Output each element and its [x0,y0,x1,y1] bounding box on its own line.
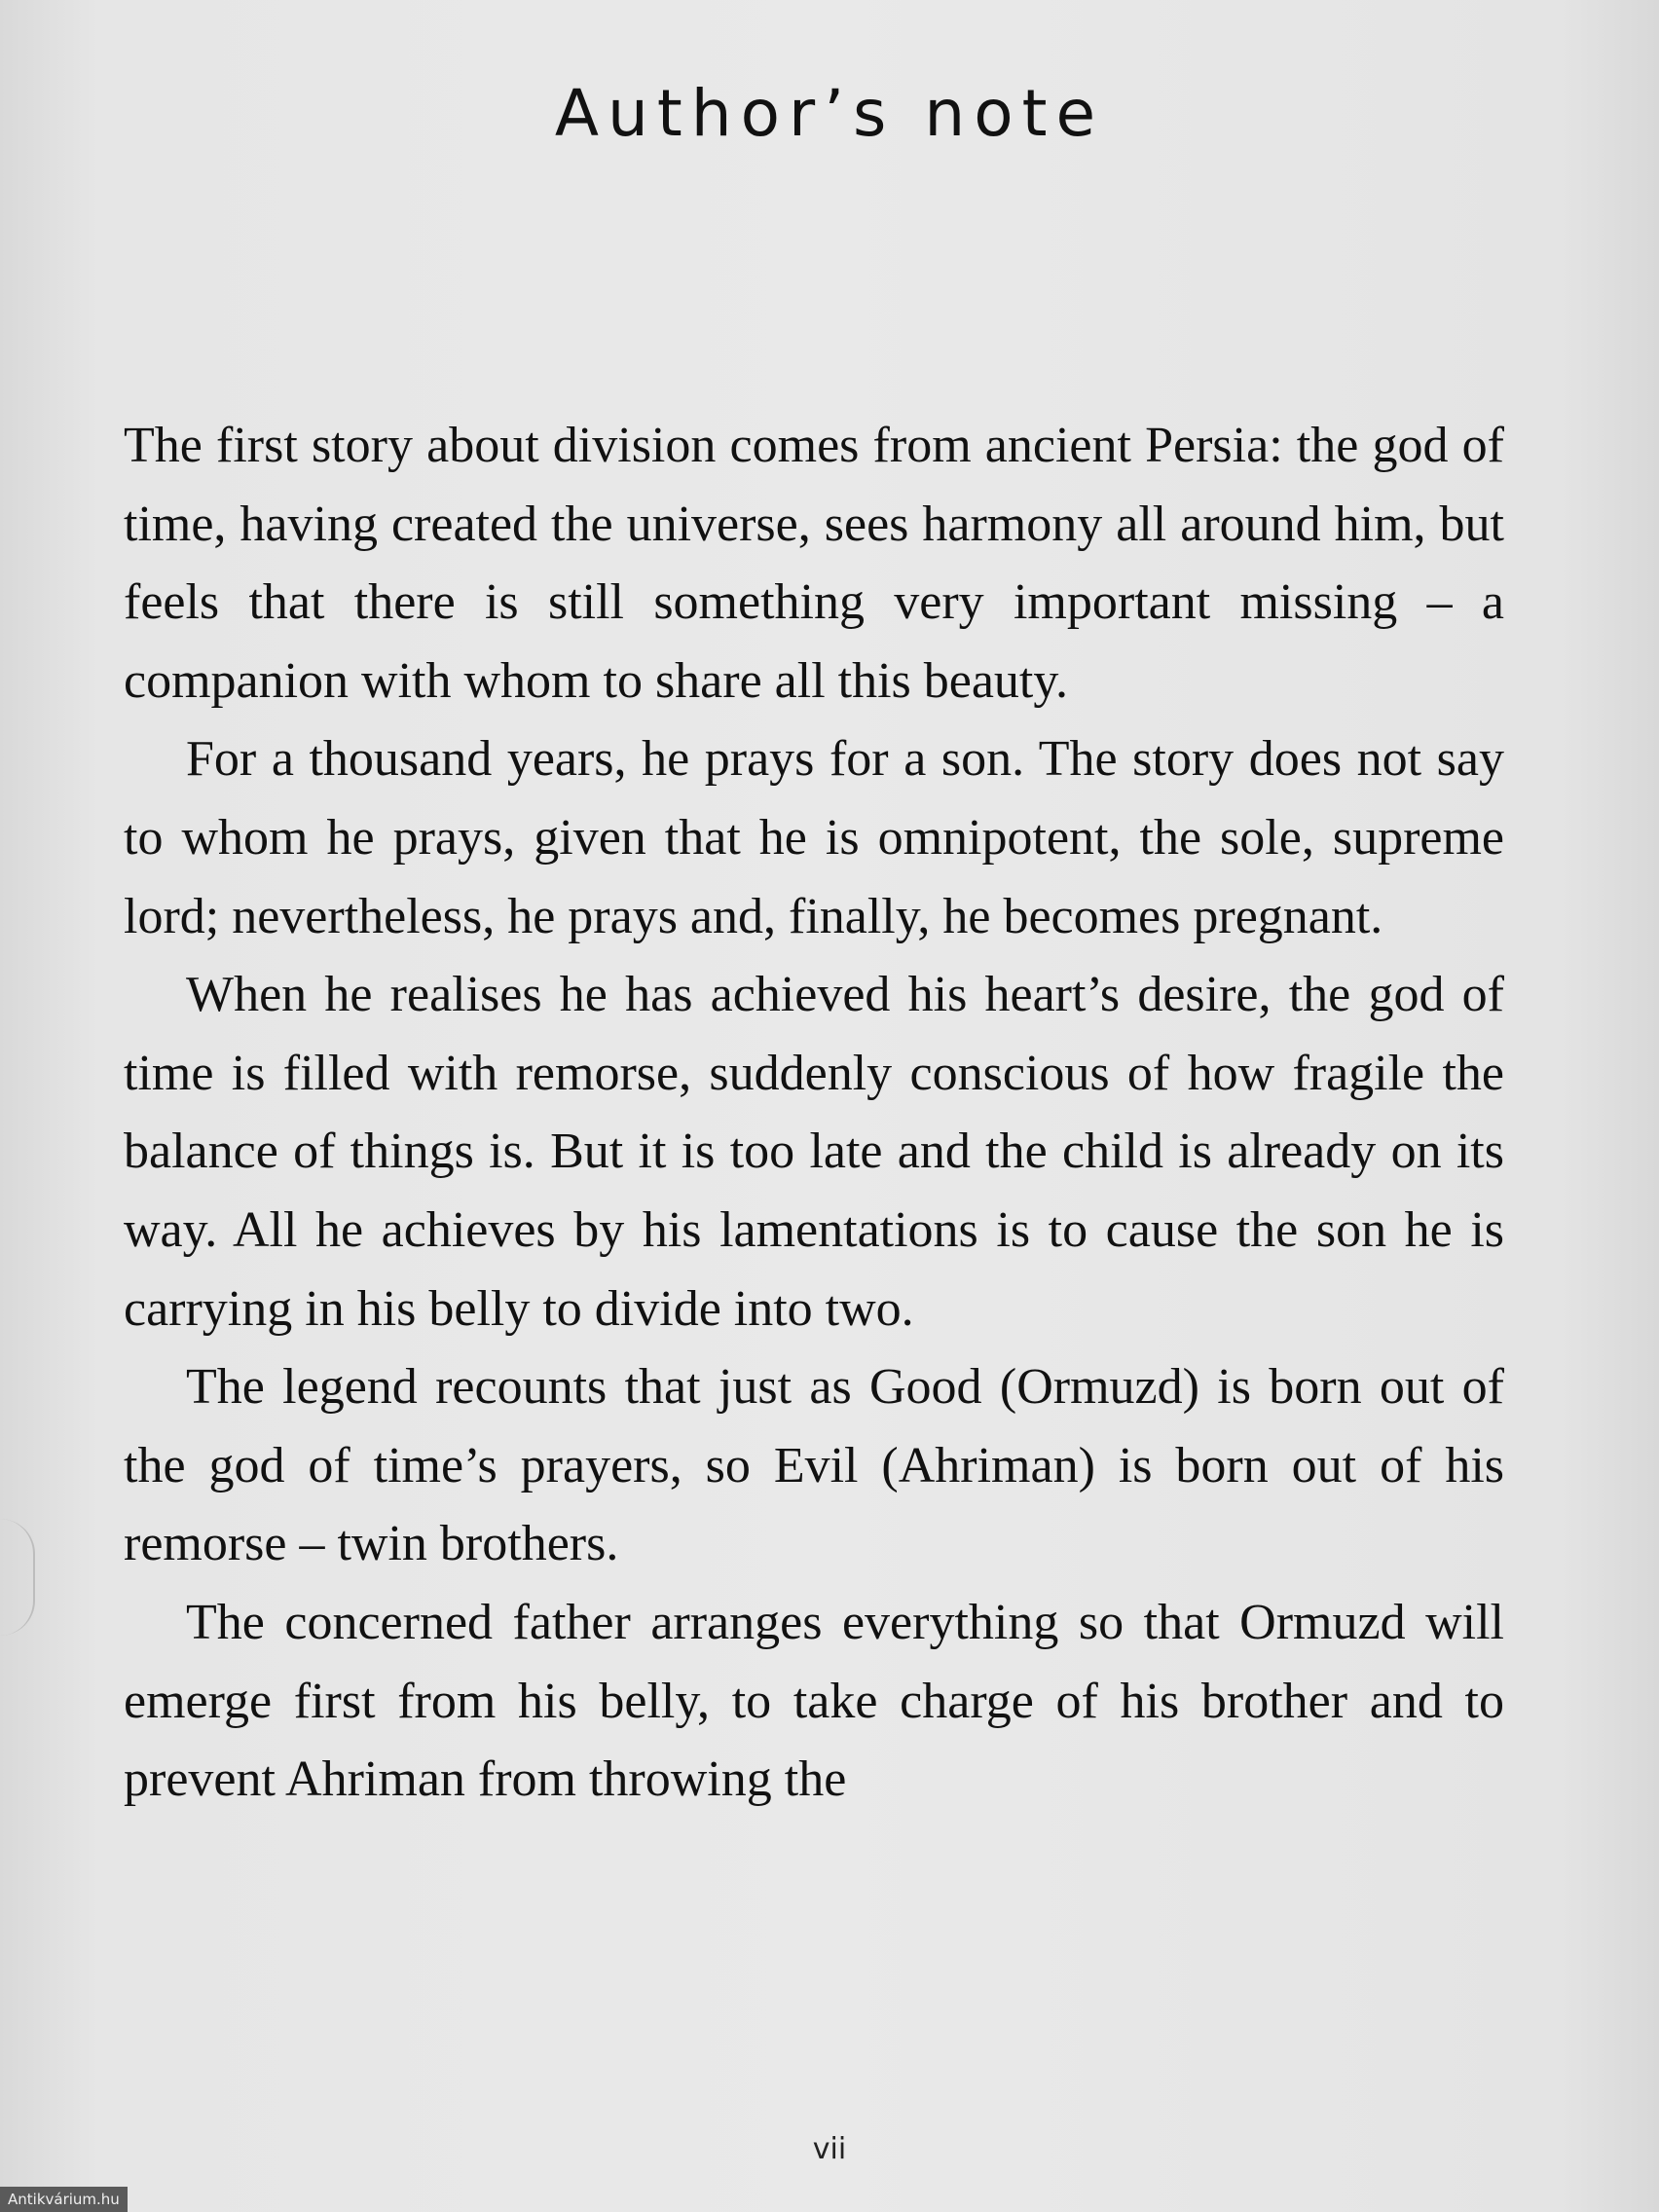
paragraph-3: When he realises he has achieved his heart’s desire, the god of time is filled with remorse, suddenly conscious of how fragile the balance of things is. But it is too late and the child is already on its way. All he achieves by his lamentations is to cause the son he is carrying in his belly to divide into two. [124,967,1504,1337]
paragraph-5: The concerned father arranges everything so that Ormuzd will emerge first from his belly, to take charge of his brother and to prevent Ahriman from throwing the [124,1594,1504,1808]
body-text [124,407,1504,1820]
watermark: Antikvárium.hu [0,2187,128,2212]
page-title: Author’s note [554,76,1105,151]
page-edge-mark [0,1519,35,1636]
paragraph-4: The legend recounts that just as Good (Ormuzd) is born out of the god of time’s prayers, so Evil (Ahriman) is born out of his remorse – twin brothers. [124,1359,1504,1572]
paragraph-1: The first story about division comes from ancient Persia: the god of time, having created the universe, sees harmony all around him, but feels that there is still something very important missing – a companion with whom to share all this beauty. [124,418,1504,709]
page-number: vii [812,2132,847,2166]
paragraph-2: For a thousand years, he prays for a son. The story does not say to whom he prays, given that he is omnipotent, the sole, supreme lord; nevertheless, he prays and, finally, he becomes pregnant. [124,731,1504,944]
